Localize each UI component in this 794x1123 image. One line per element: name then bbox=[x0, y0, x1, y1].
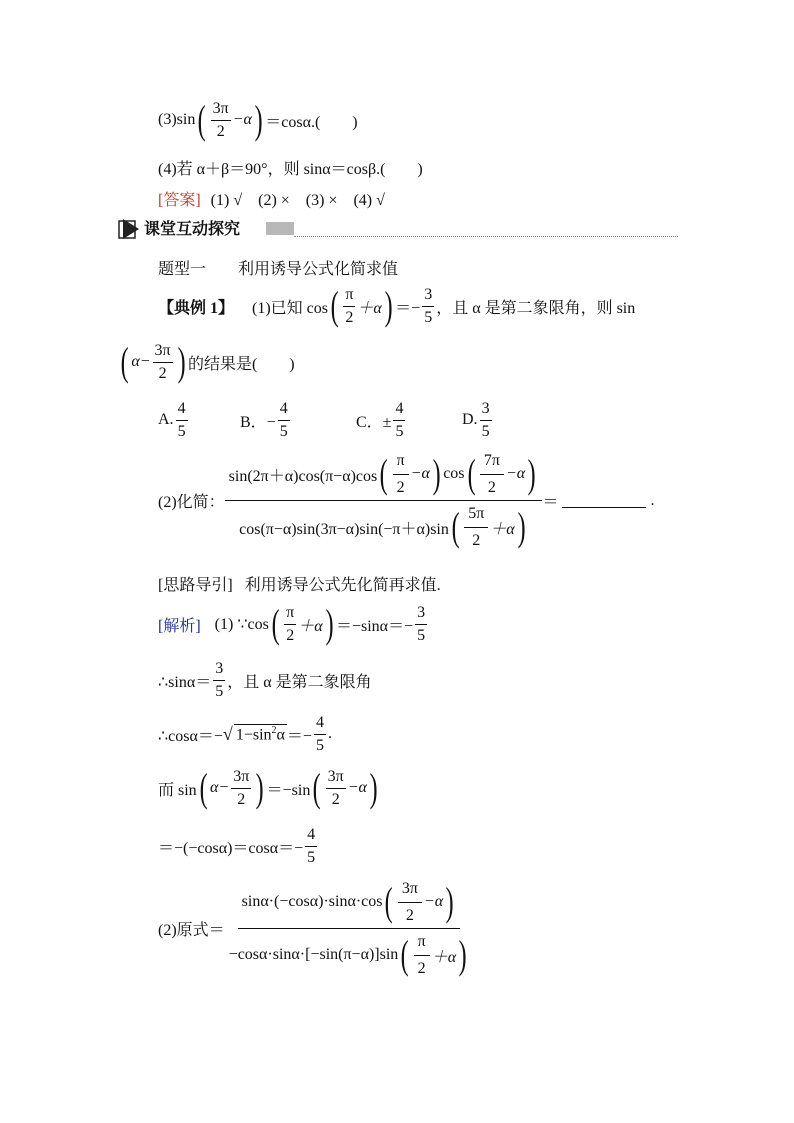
ex1-arg-den: 2 bbox=[345, 308, 354, 326]
sol-l6-num-n: 3π bbox=[398, 880, 422, 903]
type-heading bbox=[158, 256, 398, 279]
q2-den-a: cos(π−α)sin(3π−α)sin(−π＋α)sin bbox=[239, 520, 449, 538]
option-b-num: 4 bbox=[278, 400, 290, 421]
q2-num-b-num: π bbox=[393, 452, 409, 475]
q2-num-c-den: 2 bbox=[487, 478, 496, 496]
ex1-lead: (1)已知 cos bbox=[252, 299, 329, 317]
question-2-simplify bbox=[158, 452, 654, 549]
option-b bbox=[240, 400, 356, 440]
option-c bbox=[356, 400, 462, 440]
option-d-num: 3 bbox=[480, 400, 492, 421]
sol-l6-fraction bbox=[225, 880, 474, 977]
sol-l5-den: 5 bbox=[307, 848, 316, 866]
sol-l6-numerator: sinα·(−cosα)·sinα·cos ( $\frac{3\pi}{2}$ −α ) bbox=[238, 880, 461, 929]
answer-blank bbox=[562, 493, 646, 508]
q2-eq: ＝ bbox=[542, 494, 559, 512]
ex1-arg-tail: ＋α bbox=[357, 299, 382, 317]
sol-l3-b: ＝− bbox=[286, 727, 312, 745]
sol-l1-val-num: 3 bbox=[415, 604, 427, 625]
q2-num-c-num: 7π bbox=[480, 452, 504, 475]
sol-l2-num: 3 bbox=[213, 660, 225, 681]
type1-text: 题型一 利用诱导公式化简求值 bbox=[158, 261, 399, 278]
header-rule bbox=[294, 236, 678, 237]
q2-end: . bbox=[650, 491, 655, 509]
q2-num-b-tail: −α bbox=[410, 465, 430, 483]
sol-l3-rootend: α bbox=[276, 726, 285, 744]
play-arrow-icon bbox=[118, 218, 140, 240]
sol-l6-den-d: 2 bbox=[417, 959, 426, 977]
sqrt-body bbox=[234, 724, 287, 744]
q3-paren: ( $\frac{3\pi}{2}$ −α ) bbox=[197, 97, 263, 143]
solution-line5 bbox=[158, 826, 319, 866]
option-a-num: 4 bbox=[176, 400, 188, 421]
sol-l4-den2: 2 bbox=[331, 790, 340, 808]
sol-l5-num: 4 bbox=[305, 826, 317, 847]
sol-l4-den: 2 bbox=[237, 790, 246, 808]
q2-num-c-tail: −α bbox=[505, 465, 526, 483]
solution-line2 bbox=[158, 660, 372, 700]
ex1-l2-den: 2 bbox=[158, 364, 167, 382]
option-b-den: 5 bbox=[279, 422, 288, 440]
q3-num: 3π bbox=[211, 100, 231, 121]
answer-tag: [答案] bbox=[158, 192, 201, 209]
sol-l4-head: α− bbox=[210, 779, 230, 797]
q3-prefix: (3)sin bbox=[158, 111, 196, 129]
ex1-arg-num: π bbox=[343, 286, 355, 307]
q2-den-b-tail: ＋α bbox=[490, 520, 515, 538]
ex1-l2-tail: 的结果是( ) bbox=[187, 355, 295, 373]
q2-num-b-den: 2 bbox=[396, 478, 405, 496]
sol-l1-b: ＝−sinα＝− bbox=[335, 617, 414, 635]
section-header bbox=[118, 218, 678, 240]
option-a bbox=[158, 400, 240, 440]
q2-denominator: cos(π−α)sin(3π−α)sin(−π＋α)sin ( $\frac{5\pi}{2}$ ＋α ) bbox=[239, 504, 526, 550]
sol-l2-a: ∴sinα＝ bbox=[158, 673, 212, 691]
solution-line4: 而 sin ( α− $\frac{3\pi}{2}$ ) ＝−sin ( $\frac{3\pi}{2}$ −α ) bbox=[158, 765, 378, 811]
q2-den-b-num: 5π bbox=[464, 505, 488, 528]
hint-line bbox=[158, 572, 441, 595]
sol-l6-num-d: 2 bbox=[405, 906, 414, 924]
q3-den: 2 bbox=[216, 122, 225, 140]
option-c-den: 5 bbox=[395, 422, 404, 440]
ex1-l2-num: 3π bbox=[153, 342, 173, 363]
ex1-val-den: 5 bbox=[424, 308, 433, 326]
sol-l1-den: 2 bbox=[286, 626, 295, 644]
option-c-num: 4 bbox=[393, 400, 405, 421]
example-1-line2 bbox=[118, 339, 295, 385]
sol-l6-num-tail: −α bbox=[423, 893, 444, 911]
sol-l6-lead: (2)原式＝ bbox=[158, 922, 225, 940]
sol-l3-den: 5 bbox=[315, 736, 324, 754]
q2-num-a: sin(2π＋α)cos(π−α)cos bbox=[228, 467, 378, 485]
solution-tag: [解析] bbox=[158, 617, 201, 635]
header-gray-block bbox=[266, 222, 294, 235]
option-a-label: A. bbox=[158, 411, 174, 429]
sol-l3-end: . bbox=[327, 725, 332, 743]
option-c-label: C．± bbox=[356, 413, 392, 431]
sol-l4-num: 3π bbox=[231, 768, 251, 789]
ex1-l2-paren: ( α− $\frac{3\pi}{2}$ ) bbox=[120, 339, 186, 385]
sqrt-icon: √ bbox=[222, 723, 233, 744]
sol-l3-num: 4 bbox=[314, 714, 326, 735]
example-tag: 【典例 1】 bbox=[158, 299, 235, 317]
sol-l2-den: 5 bbox=[215, 682, 224, 700]
q2-den-b-den: 2 bbox=[472, 531, 481, 549]
answer-line bbox=[158, 187, 385, 210]
q3-tail: ＝cosα.( ) bbox=[265, 113, 358, 131]
sol-l6-den-n: π bbox=[414, 933, 430, 956]
sol-l4-a: 而 sin bbox=[158, 781, 197, 799]
q2-lead: (2)化简： bbox=[158, 494, 225, 512]
ex1-l2-head: α− bbox=[131, 353, 151, 371]
ex1-val-num: 3 bbox=[422, 286, 434, 307]
option-d bbox=[462, 400, 494, 440]
solution-line3 bbox=[158, 714, 332, 754]
q2-fraction bbox=[225, 452, 543, 549]
option-b-label: B．− bbox=[240, 413, 276, 431]
answer-text: (1) √ (2) × (3) × (4) √ bbox=[210, 192, 385, 209]
sol-l4-b: ＝−sin bbox=[266, 781, 311, 799]
sol-l3-a: ∴cosα＝− bbox=[158, 727, 223, 745]
sol-l4-num2: 3π bbox=[326, 768, 346, 789]
sol-l1-num: π bbox=[284, 604, 296, 625]
option-a-den: 5 bbox=[177, 422, 186, 440]
ex1-rest: ，且 α 是第二象限角，则 sin bbox=[436, 299, 636, 317]
option-d-label: D. bbox=[462, 411, 478, 429]
sol-l4-tail2: −α bbox=[347, 779, 367, 797]
q4-text: (4)若 α＋β＝90°，则 sinα＝cosβ.( ) bbox=[158, 161, 423, 178]
sol-l3-sup: 2 bbox=[271, 724, 277, 736]
ex1-eq: ＝− bbox=[395, 299, 421, 317]
sol-l1-a: (1) ∵cos bbox=[214, 616, 269, 634]
example-1-line1 bbox=[158, 283, 636, 329]
sol-l6-denominator: −cosα·sinα·[−sin(π−α)]sin ( $\frac{\pi}{2}$ ＋α ) bbox=[228, 932, 467, 978]
ex1-paren: ( $\frac{\pi}{2}$ ＋α ) bbox=[330, 283, 393, 329]
option-d-den: 5 bbox=[481, 422, 490, 440]
sol-l2-b: ，且 α 是第二象限角 bbox=[227, 673, 372, 691]
q3-arg-tail: −α bbox=[232, 111, 252, 129]
sol-l1-val-den: 5 bbox=[417, 626, 426, 644]
section-title: 课堂互动探究 bbox=[144, 219, 241, 238]
sol-l1-tail: ＋α bbox=[298, 617, 323, 635]
sol-l6-den-text: −cosα·sinα·[−sin(π−α)]sin bbox=[228, 946, 399, 964]
question-3 bbox=[158, 97, 358, 143]
options-row bbox=[158, 400, 494, 440]
sol-l6-num-text: sinα·(−cosα)·sinα·cos bbox=[241, 893, 383, 911]
hint-tag: [思路导引] bbox=[158, 577, 233, 594]
hint-text: 利用诱导公式先化简再求值. bbox=[244, 577, 441, 594]
q2-numerator: sin(2π＋α)cos(π−α)cos ( $\frac{\pi}{2}$ −α ) cos ( $\frac{7\pi}{2}$ −α ) bbox=[225, 452, 543, 501]
sol-l6-den-tail: ＋α bbox=[431, 948, 457, 966]
question-4 bbox=[158, 156, 423, 179]
sol-l5-a: ＝−(−cosα)＝cosα＝− bbox=[158, 839, 304, 857]
solution-line1: [解析] (1) ∵cos ( $\frac{\pi}{2}$ ＋α ) ＝−sinα＝− $\frac{3}{5}$ bbox=[158, 601, 426, 647]
solution-line6 bbox=[158, 880, 473, 977]
sol-l3-root: 1−sin bbox=[235, 726, 272, 744]
q2-num-c: cos bbox=[443, 465, 465, 483]
